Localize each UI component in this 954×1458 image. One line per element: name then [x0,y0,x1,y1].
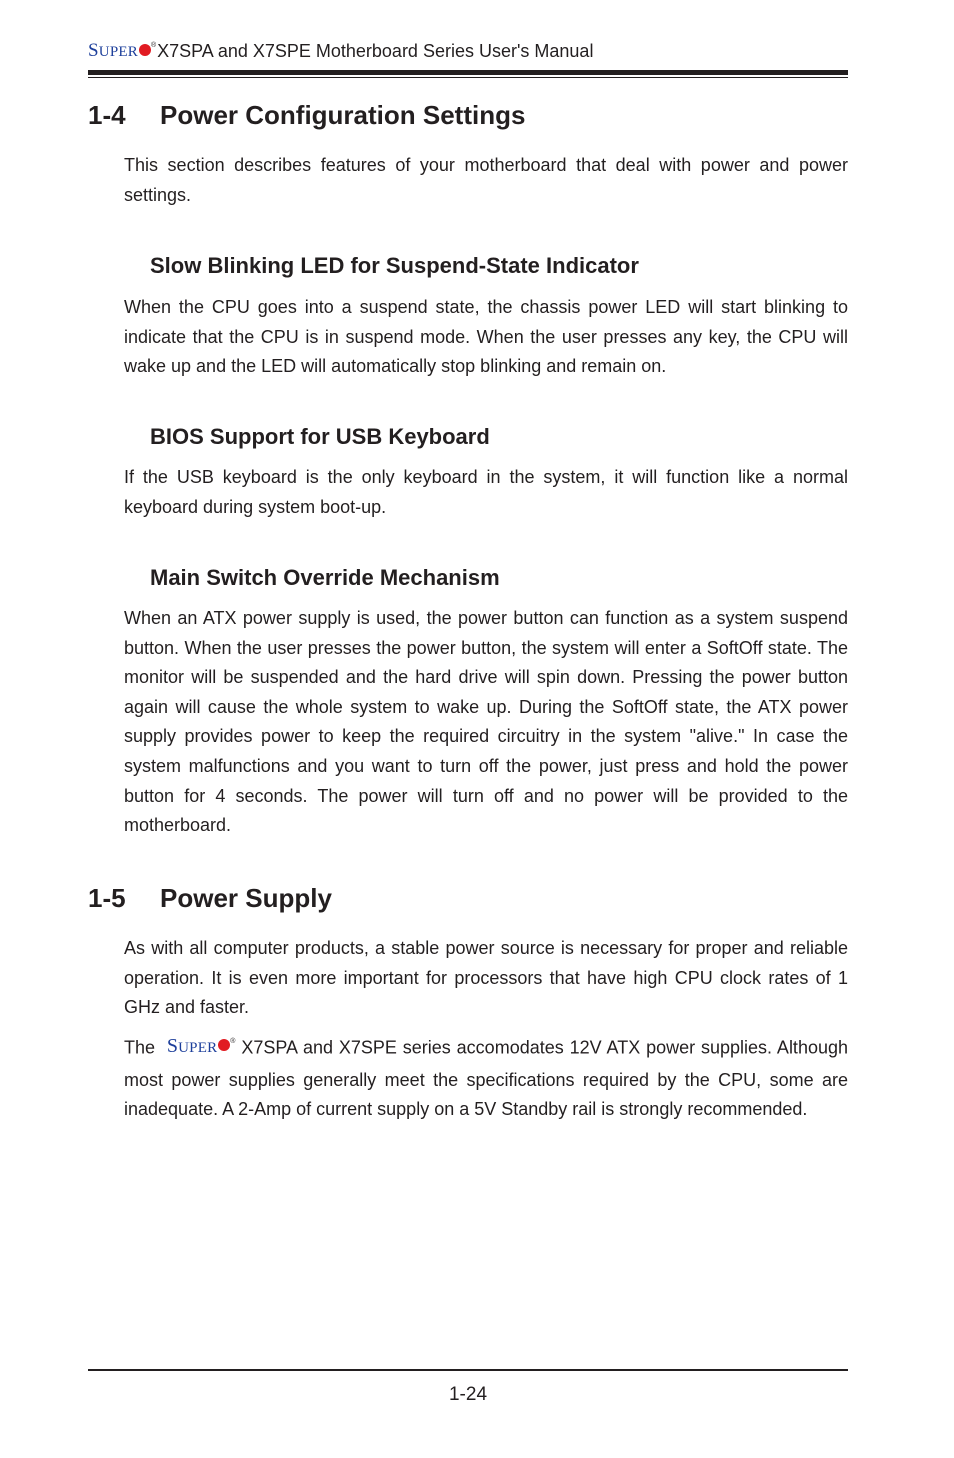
section-heading-1-4 [88,100,525,131]
logo-letter-s: S [88,40,99,61]
page-header [88,40,848,66]
logo-wordmark [167,1035,217,1057]
section-intro: This section describes features of your motherboard that deal with power and power settings. [124,155,848,205]
page-number: 1-24 [448,1384,488,1405]
section-heading-1-5 [88,883,332,914]
subsection-body-main-switch-override: When an ATX power supply is used, the power button can function as a system suspend button. When the user presses the power button, the system will enter a SoftOff state. The monitor will be suspended and the hard drive will spin down. Pressing the power button again will cause the whole system to wake up. During the SoftOff state, the ATX power supply provides power to keep the required circuitry in the system "alive." In case the system malfunctions and you want to turn off the power, just press and hold the power button for 4 seconds. The power will turn off and no power will be provided to the motherboard. [124,608,848,836]
registered-mark: ® [230,1038,236,1045]
subsection-heading-bios-usb-keyboard: BIOS Support for USB Keyboard [150,424,490,449]
paragraph-prefix: The [124,1037,156,1058]
registered-mark: ® [150,42,157,49]
supermicro-logo-inline [167,1032,236,1066]
subsection-heading-slow-blinking-led: Slow Blinking LED for Suspend-State Indicator [150,253,639,278]
section-title: Power Configuration Settings [160,100,526,130]
section-number: 1-4 [88,100,126,130]
footer-rule [88,1369,848,1371]
paragraph-text: X7SPA and X7SPE series accomodates 12V ATX power supplies. Although most power supplies generally meet the specifications required by the CPU, some are inadequate. A 2-Amp of current supply on a 5V Standby rail is strongly recommended. [124,1037,848,1120]
logo-red-dot-icon [218,1039,230,1051]
logo-wordmark [88,40,138,61]
section-title: Power Supply [160,883,332,913]
header-rule-thick [88,70,848,75]
section-number: 1-5 [88,883,126,913]
logo-red-dot-icon [139,44,151,56]
supermicro-logo [88,40,156,62]
manual-title: X7SPA and X7SPE Motherboard Series User's Manual [157,40,594,61]
header-rule-thin [88,77,848,78]
logo-letters-uper: UPER [178,1040,218,1056]
subsection-heading-main-switch-override: Main Switch Override Mechanism [150,565,500,590]
power-supply-paragraph-1: As with all computer products, a stable power source is necessary for proper and reliable operation. It is even more important for processors that have high CPU clock rates of 1 GHz and faster. [124,938,848,1018]
subsection-body-slow-blinking-led: When the CPU goes into a suspend state, the chassis power LED will start blinking to indicate that the CPU is in suspend mode. When the user presses any key, the CPU will wake up and the LED will automatically stop blinking and remain on. [124,297,848,377]
subsection-body-bios-usb-keyboard: If the USB keyboard is the only keyboard in the system, it will function like a normal keyboard during system boot-up. [124,467,848,517]
logo-letters-uper: UPER [98,44,138,60]
power-supply-paragraph-2 [124,1032,848,1125]
logo-letter-s: S [166,1035,179,1057]
